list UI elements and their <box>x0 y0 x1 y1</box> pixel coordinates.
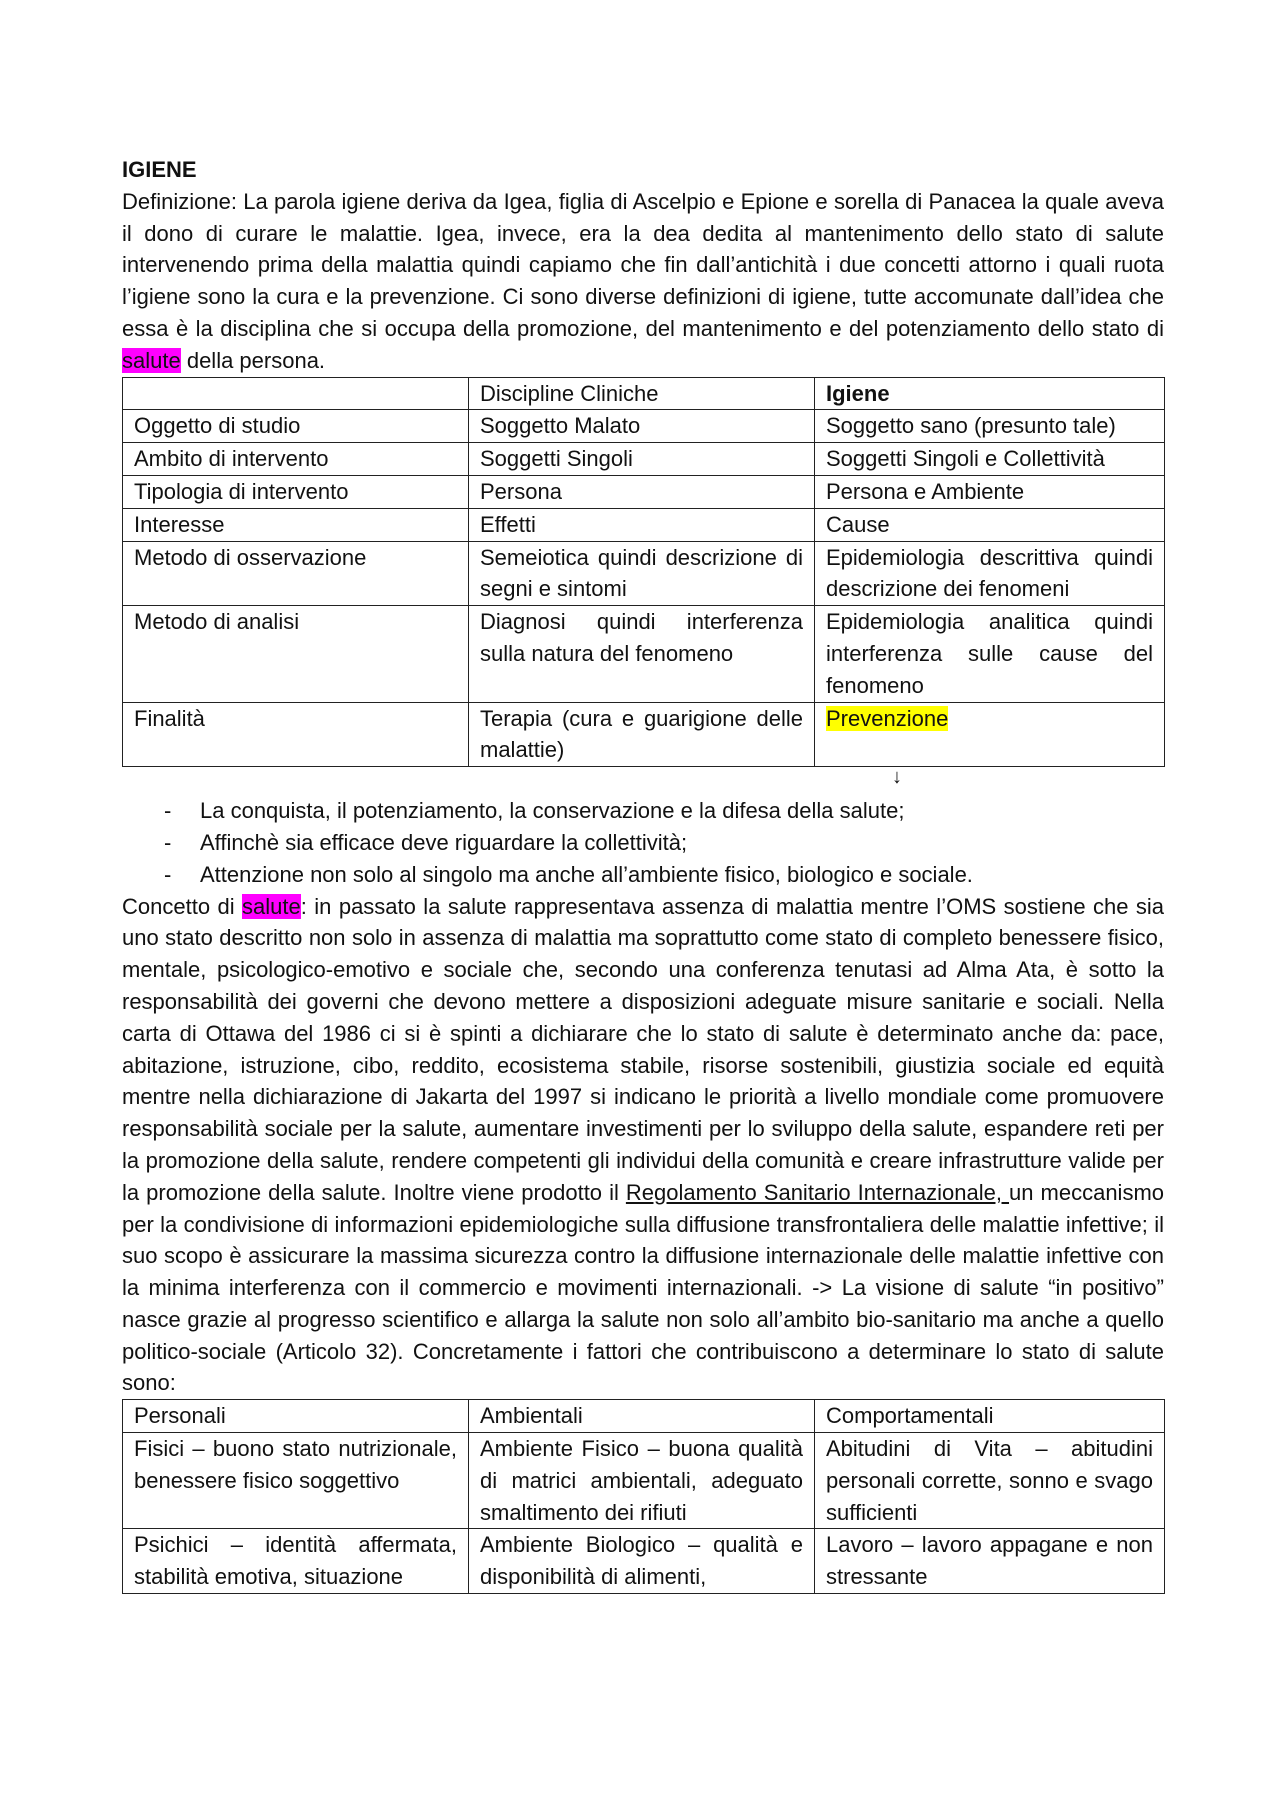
table-row <box>123 1433 1165 1529</box>
table-cell: Cause <box>815 508 1165 541</box>
concept-text: : in passato la salute rappresentava assenza di malattia mentre l’OMS sostiene che sia uno stato descritto non solo in assenza di malattia ma soprattutto come stato di completo benessere fisico, mentale, psicologico-emotivo e sociale che, secondo una conferenza tenutasi ad Alma Ata, è sotto la responsabilità dei governi che devono mettere a disposizioni adeguate misure sanitarie e sociali. Nella carta di Ottawa del 1986 ci si è spinti a dichiarare che lo stato di salute è determinato anche da: pace, abitazione, istruzione, cibo, reddito, ecosistema stabile, risorse sostenibili, giustizia sociale ed equità mentre nella dichiarazione di Jakarta del 1997 si indicano le priorità a livello mondiale come promuovere responsabilità sociale per la salute, aumentare investimenti per lo sviluppo della salute, espandere reti per la promozione della salute, rendere competenti gli individui della comunità e creare infrastrutture valide per la promozione della salute. Inoltre viene prodotto il <box>122 893 1165 1205</box>
table-cell: Persona e Ambiente <box>815 475 1165 508</box>
intro-text: Definizione: La parola igiene deriva da Igea, figlia di Ascelpio e Epione e sorella di Panacea la quale aveva il dono di curare le malattie. Igea, invece, era la dea dedita al mantenimento dello stato di salute intervenendo prima della malattia quindi capiamo che fin dall’antichità i due concetti attorno i quali ruota l’igiene sono la cura e la prevenzione. Ci sono diverse definizioni di igiene, tutte accomunate dall’idea che essa è la disciplina che si occupa della promozione, del mantenimento e del potenziamento dello stato di <box>122 188 1164 341</box>
table-cell: Oggetto di studio <box>123 410 469 443</box>
table-cell: Abitudini di Vita – abitudini personali corrette, sonno e svago sufficienti <box>815 1433 1165 1529</box>
dash-bullet-icon: - <box>164 861 172 887</box>
table-cell: Ambiente Biologico – qualità e disponibilità di alimenti, <box>469 1529 815 1594</box>
table-cell: Soggetti Singoli e Collettività <box>815 443 1165 476</box>
table-row <box>123 1529 1165 1594</box>
concept-paragraph <box>122 891 1164 1400</box>
table-cell: Soggetti Singoli <box>469 443 815 476</box>
table-cell: Epidemiologia descrittiva quindi descrizione dei fenomeni <box>815 541 1165 606</box>
comparison-table <box>122 377 1165 768</box>
table-cell: Effetti <box>469 508 815 541</box>
table-cell: Ambito di intervento <box>123 443 469 476</box>
list-item-text: Affinchè sia efficace deve riguardare la collettività; <box>200 829 688 855</box>
table-cell: Interesse <box>123 508 469 541</box>
prevenzione-highlight: Prevenzione <box>826 705 949 731</box>
table-cell: Terapia (cura e guarigione delle malattie) <box>469 702 815 767</box>
table-header-cell: Ambientali <box>469 1400 815 1433</box>
table-cell: Semeiotica quindi descrizione di segni e sintomi <box>469 541 815 606</box>
table-cell: Soggetto Malato <box>469 410 815 443</box>
list-item <box>122 795 1164 827</box>
table-cell: Tipologia di intervento <box>123 475 469 508</box>
table-cell <box>815 702 1165 767</box>
table-header-cell: Personali <box>123 1400 469 1433</box>
table-header-cell: Discipline Cliniche <box>469 377 815 410</box>
table-row <box>123 606 1165 702</box>
document-page <box>122 154 1164 1594</box>
intro-paragraph <box>122 186 1164 377</box>
table-header-row <box>123 377 1165 410</box>
list-item <box>122 859 1164 891</box>
list-item-text: Attenzione non solo al singolo ma anche all’ambiente fisico, biologico e sociale. <box>200 861 973 887</box>
down-arrow-row <box>122 767 1164 795</box>
table-cell: Fisici – buono stato nutrizionale, benessere fisico soggettivo <box>123 1433 469 1529</box>
table-cell: Persona <box>469 475 815 508</box>
intro-text-end: della persona. <box>180 347 326 373</box>
concept-text-end: un meccanismo per la condivisione di informazioni epidemiologiche sulla diffusione transfrontaliera delle malattie infettive; il suo scopo è assicurare la massima sicurezza contro la diffusione internazionale delle malattie infettive con la minima interferenza con il commercio e movimenti internazionali. -> La visione di salute “in positivo” nasce grazie al progresso scientifico e allarga la salute non solo all’ambito bio-sanitario ma anche a quello politico-sociale (Articolo 32). Concretamente i fattori che contribuiscono a determinare lo stato di salute sono: <box>122 1179 1165 1396</box>
table-cell: Diagnosi quindi interferenza sulla natura del fenomeno <box>469 606 815 702</box>
table-cell: Psichici – identità affermata, stabilità emotiva, situazione <box>123 1529 469 1594</box>
regolamento-link: Regolamento Sanitario Internazionale, <box>625 1179 1010 1205</box>
table-cell: Finalità <box>123 702 469 767</box>
list-item <box>122 827 1164 859</box>
concept-highlight-salute: salute <box>242 893 301 919</box>
table-cell: Metodo di analisi <box>123 606 469 702</box>
table-cell: Epidemiologia analitica quindi interferenza sulle cause del fenomeno <box>815 606 1165 702</box>
table-header-cell: Igiene <box>815 377 1165 410</box>
table-cell: Lavoro – lavoro appagane e non stressante <box>815 1529 1165 1594</box>
table-cell: Metodo di osservazione <box>123 541 469 606</box>
table-header-cell: Comportamentali <box>815 1400 1165 1433</box>
down-arrow-icon: ↓ <box>892 766 902 789</box>
table-cell: Ambiente Fisico – buona qualità di matrici ambientali, adeguato smaltimento dei rifiuti <box>469 1433 815 1529</box>
list-item-text: La conquista, il potenziamento, la conservazione e la difesa della salute; <box>200 798 905 824</box>
table-header-cell <box>123 377 469 410</box>
concept-prefix: Concetto di <box>122 893 243 919</box>
table-header-row <box>123 1400 1165 1433</box>
table-row <box>123 475 1165 508</box>
table-row <box>123 410 1165 443</box>
table-cell: Soggetto sano (presunto tale) <box>815 410 1165 443</box>
dash-bullet-icon: - <box>164 829 172 855</box>
document-title: IGIENE <box>122 157 197 182</box>
dash-bullet-icon: - <box>164 798 172 824</box>
intro-highlight-salute: salute <box>122 347 181 373</box>
table-row <box>123 541 1165 606</box>
factors-table <box>122 1399 1165 1594</box>
table-row <box>123 443 1165 476</box>
table-row <box>123 508 1165 541</box>
bullet-list <box>122 795 1164 890</box>
table-row <box>123 702 1165 767</box>
